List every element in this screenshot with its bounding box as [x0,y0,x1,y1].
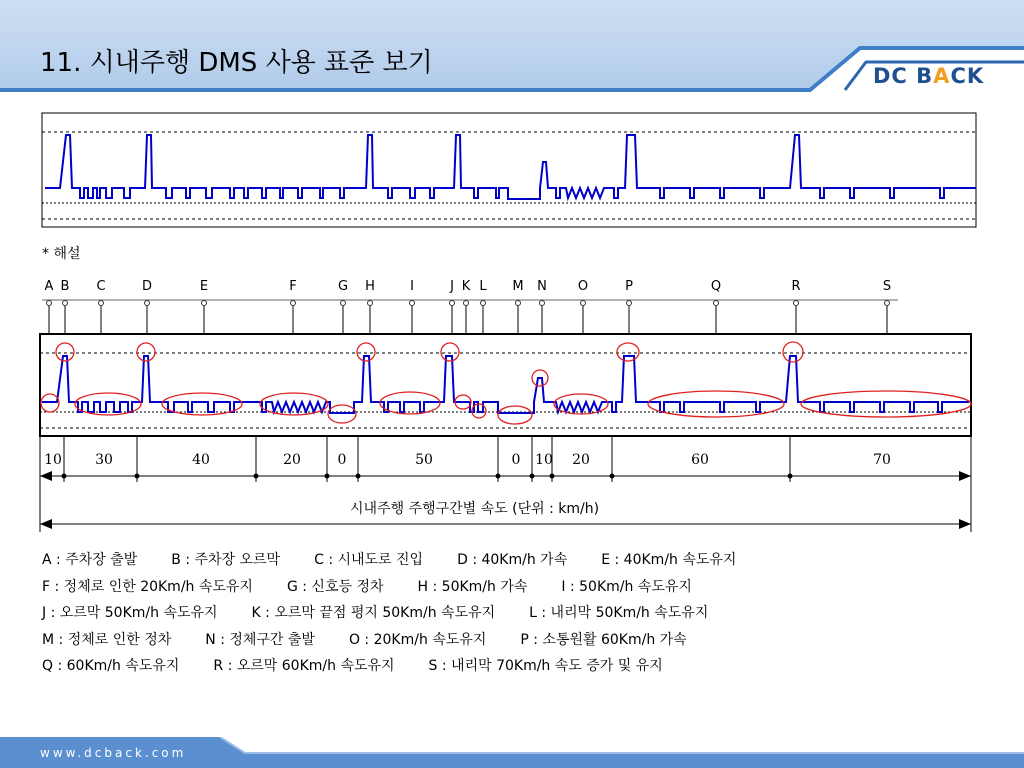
speed-labels [44,452,891,468]
marker-node-r [794,301,799,306]
marker-node-a [47,301,52,306]
marker-node-o [581,301,586,306]
marker-label-p: P [625,279,633,294]
marker-node-p [627,301,632,306]
marker-node-h [368,301,373,306]
speed-label: 50 [415,452,433,468]
speed-label: 10 [535,452,553,468]
legend-item-s: S : 내리막 70Km/h 속도 증가 및 유지 [428,658,663,674]
legend-item-o: O : 20Km/h 속도유지 [348,631,487,648]
speed-label: 60 [691,452,709,468]
legend-item-m: M : 정체로 인한 정차 [42,631,172,648]
marker-node-d [145,301,150,306]
marker-label-k: K [461,279,471,294]
legend-item-i: I : 50Km/h 속도유지 [561,578,692,595]
marker-node-k [464,301,469,306]
marker-label-l: L [479,279,487,294]
marker-label-i: I [410,279,414,294]
speed-label: 0 [511,452,521,468]
marker-node-s [885,301,890,306]
marker-label-f: F [289,279,297,294]
marker-node-g [341,301,346,306]
legend-item-n: N : 정체구간 출발 [205,631,315,648]
legend-item-d: D : 40Km/h 가속 [457,552,568,568]
marker-label-g: G [337,279,349,294]
marker-node-e [202,301,207,306]
marker-label-b: B [60,279,70,294]
speed-label: 30 [95,452,113,468]
speed-label: 20 [283,452,301,468]
legend-item-c: C : 시내도로 진입 [314,552,424,568]
marker-node-f [291,301,296,306]
speed-label: 20 [572,452,590,468]
marker-label-s: S [882,279,892,294]
legend [42,547,770,680]
legend-row [42,547,770,574]
marker-node-c [99,301,104,306]
marker-node-j [450,301,455,306]
marker-label-c: C [96,279,106,294]
legend-item-g: G : 신호등 정차 [286,578,384,595]
legend-row [42,627,770,654]
marker-label-m: M [512,279,524,294]
marker-label-a: A [44,279,54,294]
marker-label-o: O [577,279,589,294]
legend-item-p: P : 소통원활 60Km/h 가속 [520,631,687,648]
legend-item-r: R : 오르막 60Km/h 속도유지 [213,658,395,674]
speed-label: 0 [337,452,347,468]
top-signal-frame [42,113,976,227]
note-label: * 해설 [42,246,81,262]
legend-item-h: H : 50Km/h 가속 [417,578,528,595]
speed-label: 70 [873,452,891,468]
marker-label-h: H [365,279,375,294]
footer-url: www.dcback.com [40,746,187,760]
legend-item-f: F : 정체로 인한 20Km/h 속도유지 [42,578,253,595]
legend-row [42,653,770,680]
marker-label-e: E [199,279,209,294]
marker-node-m [516,301,521,306]
marker-node-i [410,301,415,306]
bottom-signal-frame [40,334,971,436]
legend-item-b: B : 주차장 오르막 [171,552,281,568]
legend-row [42,574,770,601]
legend-row [42,600,770,627]
page-title: 11. 시내주행 DMS 사용 표준 보기 [40,48,433,78]
marker-label-q: Q [710,279,722,294]
legend-item-k: K : 오르막 끝점 평지 50Km/h 속도유지 [251,605,496,621]
speed-label: 40 [192,452,210,468]
marker-labels [45,279,892,294]
legend-item-e: E : 40Km/h 속도유지 [601,552,737,568]
marker-label-j: J [450,279,454,294]
marker-node-b [63,301,68,306]
logo: DC BACK [873,64,985,88]
legend-item-a: A : 주차장 출발 [42,552,138,568]
legend-item-q: Q : 60Km/h 속도유지 [42,658,180,674]
speed-label: 10 [44,452,62,468]
marker-node-l [481,301,486,306]
marker-label-n: N [537,279,547,294]
legend-item-l: L : 내리막 50Km/h 속도유지 [529,605,709,621]
marker-label-r: R [791,279,801,294]
legend-item-j: J : 오르막 50Km/h 속도유지 [42,605,218,621]
marker-label-d: D [141,279,153,294]
axis-title: 시내주행 주행구간별 속도 (단위 : km/h) [350,501,600,517]
marker-node-q [714,301,719,306]
marker-node-n [540,301,545,306]
